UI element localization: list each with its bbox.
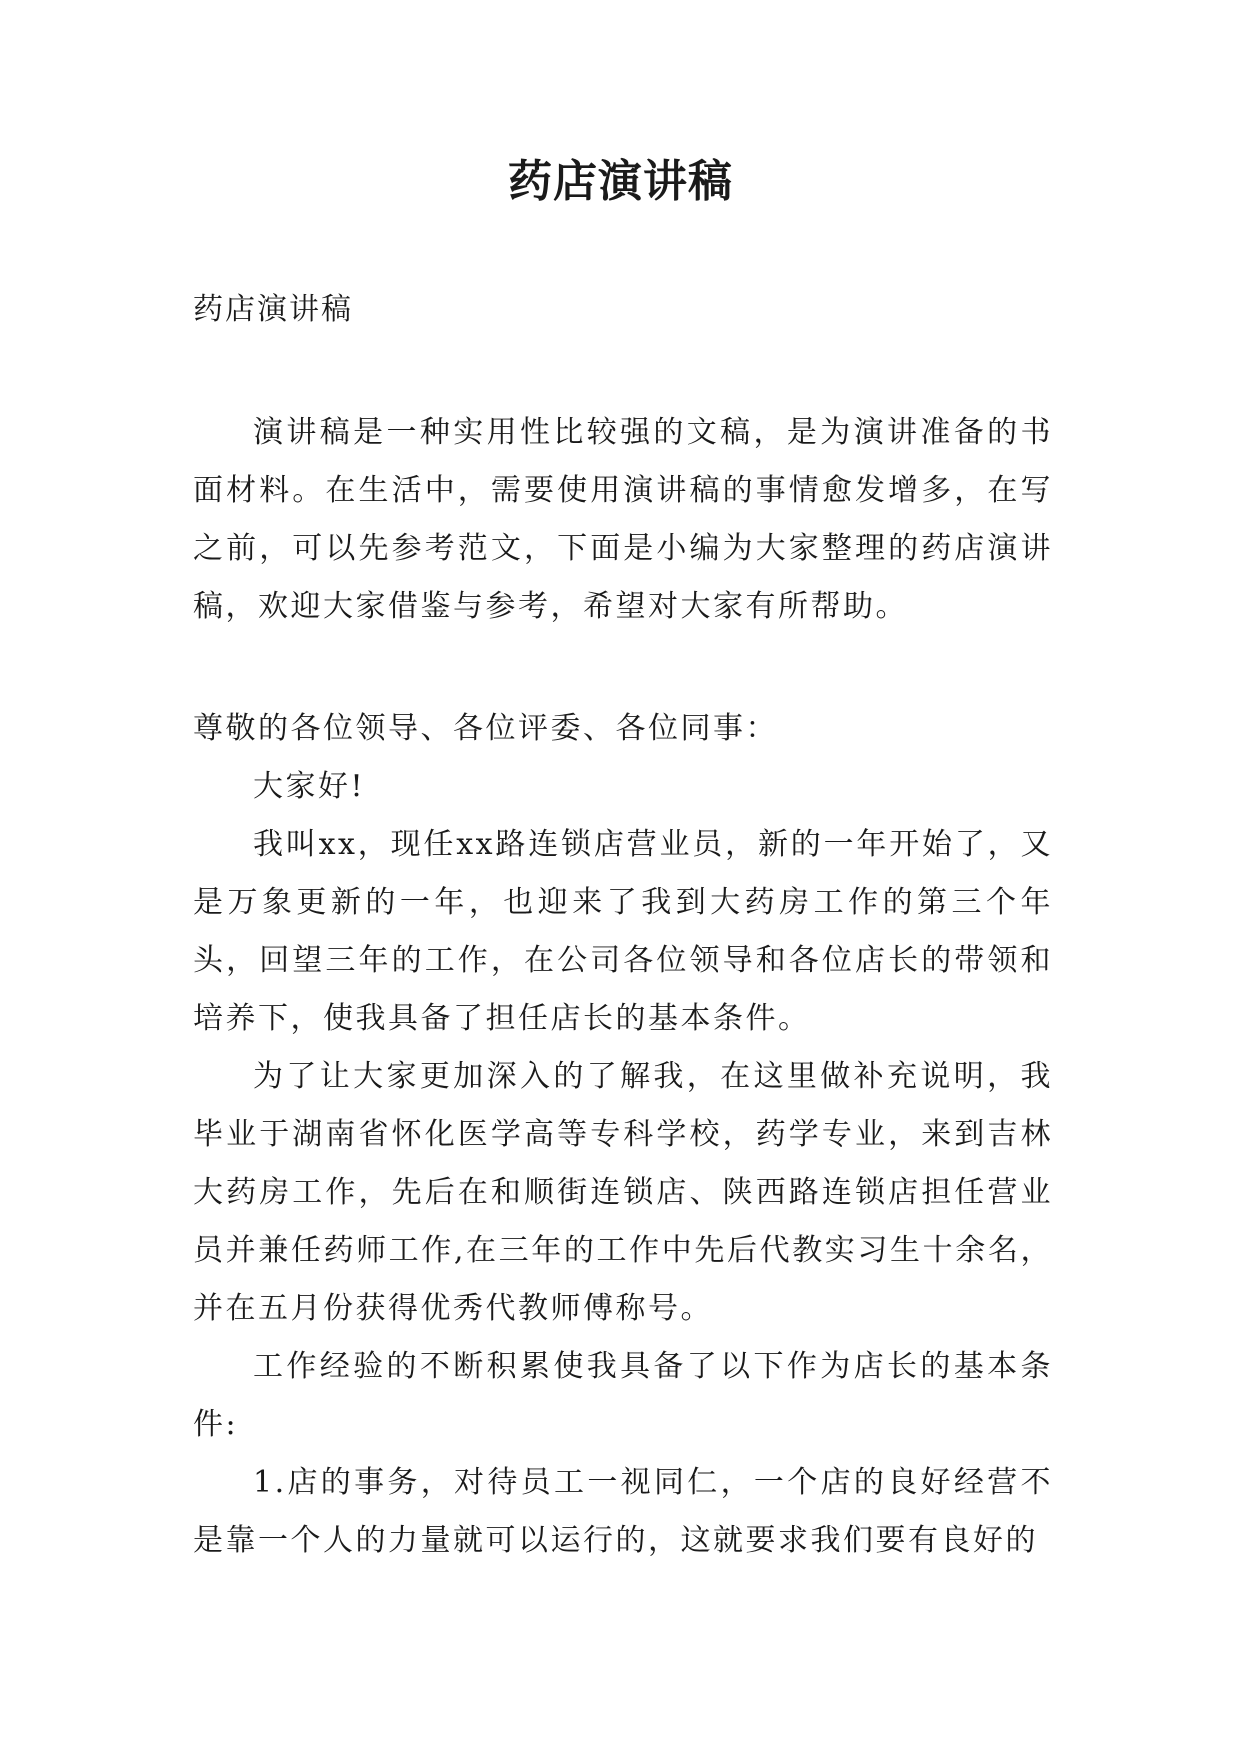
intro-section [193,404,1053,636]
document-title: 药店演讲稿 [508,156,733,207]
body-paragraph: 为了让大家更加深入的了解我，在这里做补充说明，我毕业于湖南省怀化医学高等专科学校，药学专业，来到吉林大药房工作，先后在和顺街连锁店、陕西路连锁店担任营业员并兼任药师工作,在三年的工作中先后代教实习生十余名，并在五月份获得优秀代教师傅称号。 [193,1059,1053,1326]
greeting: 大家好! [253,769,366,804]
salutation: 尊敬的各位领导、各位评委、各位同事： [193,711,778,746]
body-paragraph: 我叫xx，现任xx路连锁店营业员，新的一年开始了，又是万象更新的一年，也迎来了我到大药房工作的第三个年头，回望三年的工作，在公司各位领导和各位店长的带领和培养下，使我具备了担任店长的基本条件。 [193,827,1053,1036]
body-paragraph: 1.店的事务，对待员工一视同仁，一个店的良好经营不是靠一个人的力量就可以运行的，这就要求我们要有良好的 [193,1465,1053,1558]
document-subtitle: 药店演讲稿 [193,292,353,327]
intro-paragraph: 演讲稿是一种实用性比较强的文稿，是为演讲准备的书面材料。在生活中，需要使用演讲稿的事情愈发增多，在写之前，可以先参考范文，下面是小编为大家整理的药店演讲稿，欢迎大家借鉴与参考，希望对大家有所帮助。 [193,415,1053,624]
speech-body [193,700,1053,1570]
body-paragraph: 工作经验的不断积累使我具备了以下作为店长的基本条件: [193,1349,1053,1442]
